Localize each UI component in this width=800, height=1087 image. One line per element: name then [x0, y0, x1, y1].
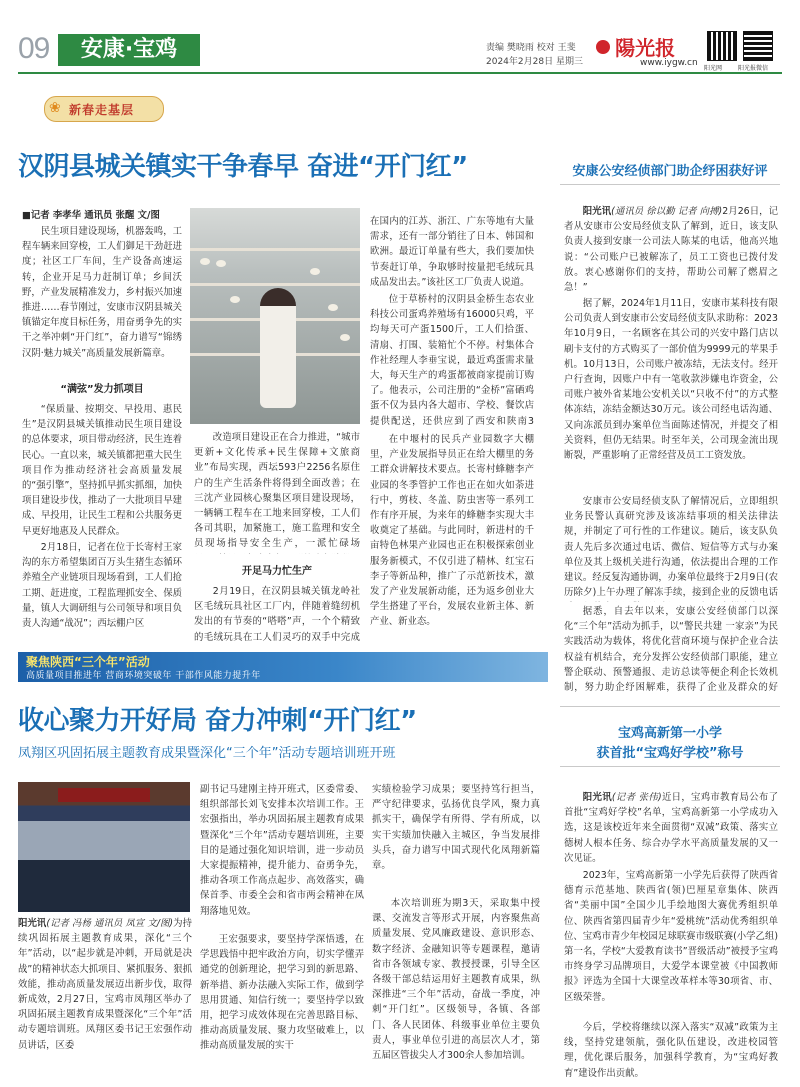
- article1-col1a: 民生项目建设现场，机器轰鸣，工程车辆来回穿梭，工人们御足干劲赶进度；社区工厂车间，生产设备高速运转，企业开足马力赶制订单；乡间沃野，产业发展精准发力，乡村振兴加速推进……春节刚过，安康市汉阴县城关镇锚定年度目标任务，用奋勇争先的实干之举冲刺“开门红”，奋力谱写“锦绣汉阴·魅力城关”高质量发展新篇章。: [22, 226, 182, 359]
- flower-icon: ❀: [49, 100, 61, 116]
- article3-byline: 阳光讯: [18, 918, 47, 929]
- article4-para3: 今后，学校将继续以深入落实“双减”政策为主线，坚持党建领航，强化队伍建设，改进校园管理，优化课后服务，加强科学教育，为“宝鸡好教育”建设作出贡献。: [564, 1022, 778, 1079]
- activity-strip-slogan: 高质量项目推进年 营商环境突破年 干部作风能力提升年: [26, 671, 261, 681]
- worker-figure: [260, 288, 296, 408]
- article1-col1b: “保质量、按期交、早投用、惠民生”是汉阴县城关镇推动民生项目建设的总体要求，项目带动经济，民生连着民心。一直以来，城关镇都把重大民生项目作为推动经济社会高质量发展的“强引擎”，坚持抓早抓实抓细，加快项目建设步伐，推动了一大批项目早建成、早投用，让民生工程和公共服务更早更好地惠及人民群众。: [22, 404, 182, 537]
- section-label: 安康·宝鸡: [58, 34, 200, 66]
- feature-banner: [44, 96, 164, 122]
- article3-col3b: 本次培训班为期3天，采取集中授课、交流发言等形式开展，内容聚焦高质量发展、党风廉政建设、意识形态、数字经济、金融知识等专题课程，邀请省市各领域专家、教授授课，引导全区各级干部总结运用好主题教育成果，纵深推进“三个年”活动，奋战一季度，冲刺“开门红”。区级领导，各镇、各部门、各人民团体、科级事业单位主要负责人，事业单位引进的高层次人才，第五届区管拔尖人才300余人参加培训。: [372, 898, 540, 1062]
- article4-divider-bottom: [560, 766, 780, 767]
- paper-logo: [596, 32, 675, 61]
- article2-para2: 据了解，2024年1月11日，安康市某科技有限公司负责人到安康市公安局经侦支队求助称：2023年10月9日，一名顾客在其公司的兴安中路门店以刷卡支付的方式购买了一部价值为9999元的苹果手机。10月13日，公司账户被冻结，无法支付。经开户行查询，因账户中有一笔收款涉嫌电诈资金，公司账户被外省某地公安机关以“只收不付”的方式整体冻结，冻结金额达30万元。该公司经电话沟通、又向冻派员到办案单位当面陈述情况，并提交了相关资料，但仍无结果。时至年关，公司现金流出现断裂，严重影响了正常经营及员工工资发放。: [564, 298, 778, 462]
- date-line: 2024年2月28日 星期三: [486, 57, 583, 67]
- article4-para1-text: 近日，宝鸡市教育局公布了首批“宝鸡好学校”名单，宝鸡高新第一小学成功入选，这是该校近年来全面贯彻“双减”政策、落实立德树人根本任务、综合办学水平高质量发展的又一次见证。: [564, 792, 778, 864]
- article1-photo-poultry-farm: [190, 208, 360, 424]
- qr-label: 阳光网: [704, 65, 723, 72]
- qr-code-icon[interactable]: [708, 32, 736, 60]
- article4-headline-line1: 宝鸡高新第一小学: [617, 726, 722, 741]
- article2-byline-detail: (通讯员 徐以勤 记者 向搏): [611, 206, 723, 217]
- qr-label: 阳光报微信: [738, 65, 769, 72]
- article4-byline-detail: (记者 张伟): [611, 792, 662, 803]
- sun-logo-icon: [596, 40, 610, 54]
- page-number: 09: [18, 32, 50, 65]
- article3-col1: [18, 916, 192, 1080]
- banner-screen: [58, 788, 150, 802]
- article1-col2a: 改造项目建设正在合力推进，“城市更新+文化传承+民生保障+文旅商业”布局实现，西坛593户2256名原住户的生产生活条件将得到全面改善；在三沈产业园核心聚集区项目建设现场，一辆辆工程车在工地来回穿梭，工人们各司其职，加紧施工，施工监理和安全员现场指导安全生产，一派忙碌场: [194, 432, 360, 550]
- article2-para3: 安康市公安局经侦支队了解情况后，立即组织业务民警认真研究涉及该冻结事项的相关法律法规，并制定了可行性的工作建议。随后，该支队负责人先后多次通过电话、微信、短信等方式与办案单位及其上级机关进行沟通，依法提出合理的工作建议。经反复沟通协调，办案单位最终于2月9日(农历除夕)上午办理了解冻手续，接到企业的反馈电话: [564, 496, 778, 599]
- article3-subhead: 凤翔区巩固拓展主题教育成果暨深化“三个年”活动专题培训班开班: [18, 746, 396, 761]
- article1-subhead-1: “满弦”发力抓项目: [60, 384, 144, 395]
- masthead-divider: [18, 72, 782, 74]
- banner-label: 新春走基层: [69, 103, 135, 117]
- article2-divider: [560, 184, 780, 185]
- article1-byline: ■记者 李孝华 通讯员 张醒 文/图: [22, 210, 160, 221]
- article2-para1: [564, 204, 778, 296]
- article3-col2: 副书记马建刚主持开班式，区委常委、组织部部长刘飞安排本次培训工作。王宏强指出，举办巩固拓展主题教育成果暨深化“三个年”活动专题培训班，主要目的是通过强化知识培训，进一步动员大家提振精神，提升能力、奋勇争先，推动各项工作高点起步、高效落实，确保首季、市委全会和省市两会精神在凤翔落地见效。: [200, 784, 364, 917]
- article1-headline: 汉阴县城关镇实干争春早 奋进“开门红”: [18, 152, 468, 182]
- article2-para4: 据悉，自去年以来，安康公安经侦部门以深化“三个年”活动为抓手，以“警民共建 一家亲”为民实践活动为载体，将优化营商环境与保护企业合法权益有机结合，充分发挥公安经侦部门职能，建立警企联动、预警通报、走访总读等便企利企长效机制，努力助企纾困解难，获得了企业及群众的好: [564, 606, 778, 694]
- paper-url[interactable]: www.iygw.cn: [640, 58, 698, 68]
- article1-subhead-2: 开足马力忙生产: [242, 566, 312, 577]
- article3-col1-text: 为持续巩固拓展主题教育成果，深化“三个年”活动，以“起步就是冲刺，开局就是决战”的精神状态大抓项目、紧抓服务、狠抓效能，推动高质量发展迈出新步伐，取得新成效，2月27日，宝鸡市凤翔区举办了巩固拓展主题教育成果暨深化“三个年”活动专题培训班。凤翔区委书记王宏强作动员讲话，区委: [18, 918, 192, 1051]
- article3-byline-detail: (记者 冯杨 通讯员 凤宣 文/图): [46, 918, 174, 929]
- article4-byline: 阳光讯: [582, 792, 612, 803]
- article1-col3b: 位于草桥村的汉阴县金桥生态农业科技公司蛋鸡养殖场有16000只鸡，平均每天可产蛋1500斤，工人们拾蛋、清扇、打围、装箱忙个不停。村集体合作社经理人李垂宝说，最近鸡蛋需求量大，每天生产的鸡蛋都被商家提前订购了。他表示，公司注册的“金桥”富硒鸡蛋不仅为县内各大超市、学校、餐饮店提供配送，还供应到了西安和陕南3: [370, 294, 534, 427]
- article3-col3: 实绩检验学习成果；要坚持笃行担当，严守纪律要求，弘扬优良学风，聚力真抓实干，确保学有所得、学有所成，以实干实绩加快融入主城区，争当发展排头兵，奋力谱写中国式现代化凤翔新篇章。: [372, 784, 540, 872]
- article4-divider: [560, 706, 780, 707]
- article2-para1-text: 2月26日，记者从安康市公安局经侦支队了解到，近日，该支队负责人接到安康一公司法人陈某的电话，他高兴地说：“公司账户已被解冻了，员工工资也已拨付发放。衷心感谢你们的支持，帮助公司解了燃眉之急！”: [564, 206, 778, 294]
- paper-name: 陽光报: [615, 36, 676, 60]
- article4-para2: 2023年，宝鸡高新第一小学先后获得了陕西省德育示范基地、陕西省(领)巴厘星章集体、陕西省“美丽中国”全国少儿手绘地图大赛优秀组织单位、陕西省第四届青少年“爱桃统”活动优秀组织单位、宝鸡市青少年校园足球联赛市级联赛(小学乙组)第一名，学校“大爱教育读书”晋级活动”被授予宝鸡市终身学习品牌项目，大爱学本课堂被《中国教师报》评选为全国十大课堂改革样本等30项省、市、区级荣誉。: [564, 870, 778, 1003]
- article1-col1c: 2月18日，记者在位于长寄村王家沟的东方希望集团百万头生猪生态循环养殖全产业链项目现场看到，工人们抢工期、赶进度，工程监理抓安全、保质量，镇人大调研组与公司领导和项目负责人沟通“战况”；西坛棚户区: [22, 542, 182, 630]
- article4-headline-line2: 获首批“宝鸡好学校”称号: [596, 746, 744, 761]
- activity-strip: [18, 652, 548, 682]
- article3-photo-training-session: [18, 782, 190, 912]
- article4-para1: [564, 790, 778, 866]
- article1-col3c: 在中堰村的民兵产业园数字大棚里，产业发展指导员正在给大棚里的务工群众讲解技术要点。长寄村蜂糖李产业园的冬季管护工作也正在如火如荼进行中，剪枝、冬盖、防虫害等一系列工作有序开展，为来年的蜂糖李实现大丰收奠定了基础。与此同时，新进村的千亩特色林果产业园也正在积极探索创业服务新模式，不仅引进了精林、红宝石李子等新品种，推广了示范新技术，激发了产业发展新动能，还为返乡创业大学生搭建了平台，发展农业新主体、新产业、新业态。: [370, 434, 534, 628]
- editors-line: 责编 樊晓雨 校对 王斐: [486, 43, 576, 53]
- article1-col3a: 在国内的江苏、浙江、广东等地有大量需求，还有一部分销往了日本、韩国和欧洲。最近订单量有些大，我们要加快节奏赶订单，争取够时按量把毛绒玩具成品发出去。”该社区工厂负责人说道。: [370, 216, 534, 288]
- article1-col2b: 2月19日，在汉阴县城关镇龙岭社区毛绒玩具社区工厂内，伴随着缝纫机发出的有节奏的“嗒嗒”声，一个个精致的毛绒玩具在工人们灵巧的双手中完成: [194, 586, 360, 643]
- activity-strip-title: 聚焦陕西“三个年”活动: [26, 655, 150, 669]
- article2-byline: 阳光讯: [582, 206, 612, 217]
- qr-code-icon[interactable]: [744, 32, 772, 60]
- article3-col2b: 王宏强要求，要坚持学深悟透，在学思践悟中把牢政治方向，切实学懂弄通党的创新理论，把学习到的新思路、新举措、新办法融入实际工作，做到学思用贯通、知信行统一；要坚持学以致用，把学习成效体现在完善思路目标、推动高质量发展、聚力攻坚破难上，以推动高质量发展的实干: [200, 934, 364, 1052]
- article3-headline: 收心聚力开好局 奋力冲刺“开门红”: [18, 706, 417, 736]
- article2-headline: 安康公安经侦部门助企纾困获好评: [572, 164, 768, 179]
